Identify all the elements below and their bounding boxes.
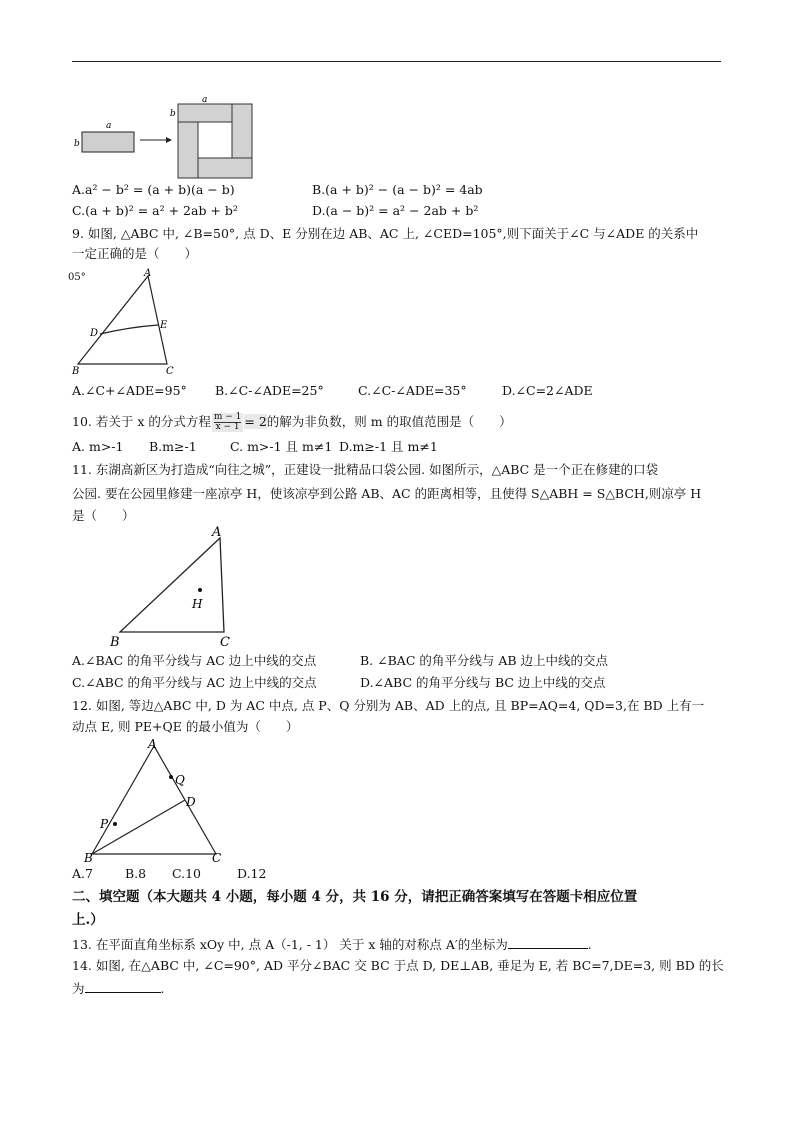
q10-frac-denominator: x − 1: [215, 422, 240, 432]
q8-small-label-left: b: [74, 139, 80, 149]
q8-piece-bottom: [198, 158, 252, 178]
header-rule: [72, 61, 721, 62]
section-2-heading-line-1: 二、填空题（本大题共 4 小题，每小题 4 分，共 16 分，请把正确答案填写在答题卡相应位置: [72, 889, 638, 905]
q11-option-c: C.∠ABC 的角平分线与 AC 边上中线的交点: [72, 675, 317, 690]
q8-small-rectangle: [82, 132, 134, 152]
q11-point-h: [198, 588, 202, 592]
q11-figure: [108, 522, 248, 650]
q9-label-b: B: [72, 366, 80, 377]
q12-option-c: C.10: [172, 866, 201, 881]
q8-big-label-top: a: [202, 95, 208, 105]
section-2-heading-line-2: 上.）: [72, 912, 104, 928]
q13-end: .: [587, 937, 592, 952]
q10-fraction: [212, 413, 244, 432]
q13-text: 13. 在平面直角坐标系 xOy 中, 点 A（-1, - 1） 关于 x 轴的对称点 A′的坐标为: [72, 937, 508, 952]
q9-label-e: E: [160, 320, 168, 331]
q10-equals: = 2: [244, 414, 267, 429]
q14-line-2: [72, 980, 165, 997]
q11-label-b: B: [110, 635, 120, 650]
q10-frac-numerator: m − 1: [213, 412, 242, 422]
q8-piece-right: [232, 104, 252, 158]
q9-label-c: C: [166, 366, 174, 377]
q12-label-q: Q: [175, 773, 185, 787]
q11-line-1: 11. 东湖高新区为打造成“向往之城”，正建设一批精品口袋公园. 如图所示，△ABC 是一个正在修建的口袋: [72, 462, 659, 477]
q8-option-d: D.(a − b)² = a² − 2ab + b²: [312, 203, 479, 218]
q10-suffix: 的解为非负数，则 m 的取值范围是（ ）: [266, 414, 512, 429]
q8-option-a: A.a² − b² = (a + b)(a − b): [72, 182, 235, 197]
q12-point-q: [169, 775, 173, 779]
q13-line: [72, 936, 592, 953]
q12-figure: [80, 736, 230, 864]
q8-small-label-top: a: [106, 121, 112, 131]
q11-label-c: C: [220, 635, 230, 650]
q10-option-c: C. m>-1 且 m≠1: [230, 439, 333, 454]
q11-option-d: D.∠ABC 的角平分线与 BC 边上中线的交点: [360, 675, 606, 690]
q8-option-b: B.(a + b)² − (a − b)² = 4ab: [312, 182, 483, 197]
q9-option-c: C.∠C-∠ADE=35°: [358, 383, 467, 398]
q8-piece-left: [178, 122, 198, 178]
q11-option-a: A.∠BAC 的角平分线与 AC 边上中线的交点: [72, 653, 317, 668]
q8-big-label-left: b: [170, 109, 176, 119]
q8-option-c: C.(a + b)² = a² + 2ab + b²: [72, 203, 238, 218]
q14-answer-blank[interactable]: [85, 980, 161, 993]
q12-label-p: P: [100, 817, 109, 831]
q11-label-h: H: [192, 597, 203, 611]
q12-line-1: 12. 如图, 等边△ABC 中, D 为 AC 中点, 点 P、Q 分别为 AB、AD 上的点, 且 BP=AQ=4, QD=3,在 BD 上有一: [72, 698, 705, 713]
q11-label-a: A: [212, 525, 222, 540]
q9-line-1: 9. 如图, △ABC 中, ∠B=50°, 点 D、E 分别在边 AB、AC 上, ∠CED=105°,则下面关于∠C 与∠ADE 的关系中: [72, 226, 699, 241]
q11-triangle: [120, 538, 224, 632]
q8-figure: [70, 92, 260, 182]
q12-option-d: D.12: [237, 866, 267, 881]
q10-option-d: D.m≥-1 且 m≠1: [339, 439, 438, 454]
q12-label-b: B: [84, 851, 93, 864]
q9-label-a: A: [144, 268, 152, 279]
q10-option-b: B.m≥-1: [149, 439, 197, 454]
q9-triangle: [78, 276, 167, 364]
q9-line-2: 一定正确的是（ ）: [72, 246, 198, 261]
q12-line-2: 动点 E, 则 PE+QE 的最小值为（ ）: [72, 719, 299, 734]
q12-label-d: D: [186, 795, 196, 809]
q9-option-d: D.∠C=2∠ADE: [502, 383, 593, 398]
q9-figure: [70, 266, 190, 378]
q10-line: [72, 412, 512, 432]
q12-option-a: A.7: [72, 866, 93, 881]
q10-option-a: A. m>-1: [72, 439, 124, 454]
q9-figure-note: 05°: [68, 272, 86, 283]
q12-label-c: C: [212, 851, 222, 864]
q9-option-b: B.∠C-∠ADE=25°: [215, 383, 324, 398]
q11-line-3: 是（ ）: [72, 508, 135, 523]
q8-inner-square: [198, 122, 232, 158]
q12-label-a: A: [148, 737, 157, 751]
q14-end: .: [160, 981, 165, 996]
q9-option-a: A.∠C+∠ADE=95°: [72, 383, 187, 398]
q12-option-b: B.8: [125, 866, 147, 881]
q14-prefix: 为: [72, 981, 85, 996]
q13-answer-blank[interactable]: [508, 936, 588, 949]
q10-prefix: 10. 若关于 x 的分式方程: [72, 414, 211, 429]
q9-label-d: D: [90, 328, 99, 339]
q11-line-2: 公园. 要在公园里修建一座凉亭 H，使该凉亭到公路 AB、AC 的距离相等，且使得 S△ABH = S△BCH,则凉亭 H: [72, 486, 702, 501]
q12-point-p: [113, 822, 117, 826]
q14-line-1: 14. 如图, 在△ABC 中, ∠C=90°, AD 平分∠BAC 交 BC 于点 D, DE⊥AB, 垂足为 E, 若 BC=7,DE=3, 则 BD 的长: [72, 958, 724, 973]
q8-arrow-head: [166, 137, 172, 143]
q8-piece-top: [178, 104, 232, 122]
q12-triangle: [92, 746, 216, 854]
q11-option-b: B. ∠BAC 的角平分线与 AB 边上中线的交点: [360, 653, 609, 668]
